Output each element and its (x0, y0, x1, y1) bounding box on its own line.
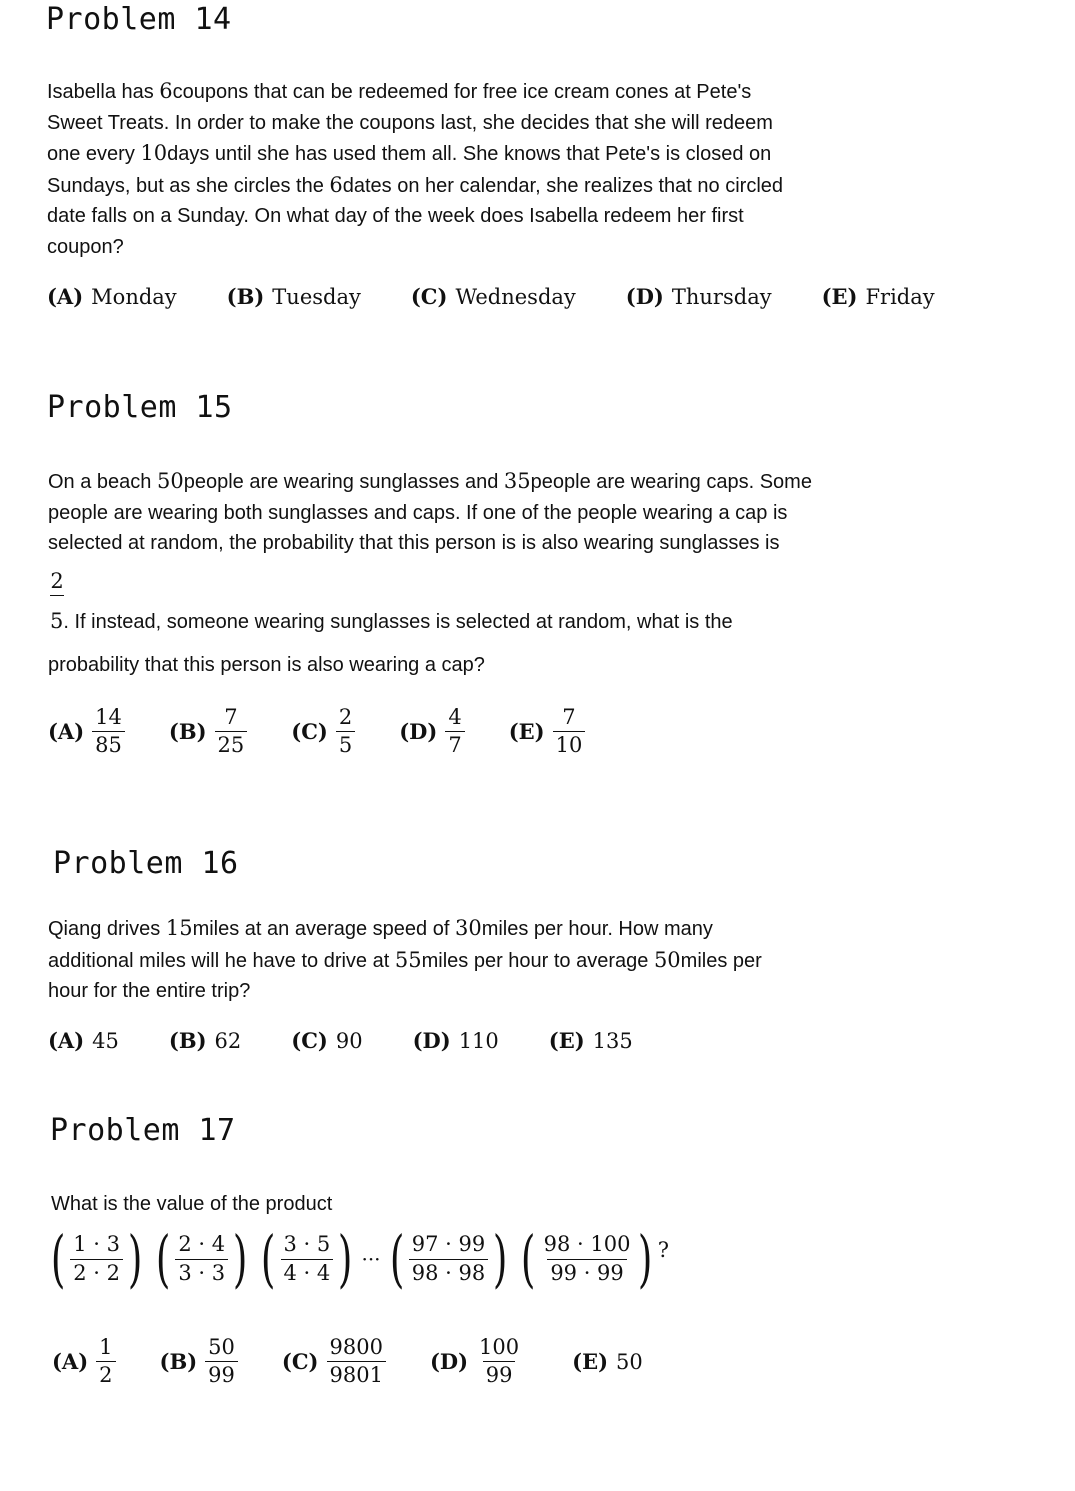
choice-e[interactable] (572, 1349, 643, 1374)
problem-15-text (48, 466, 928, 559)
fraction-numerator: 2 (338, 705, 353, 729)
fraction-denominator: 5 (50, 609, 64, 633)
choice-fraction (553, 706, 586, 757)
right-paren: ) (493, 1222, 508, 1295)
problem-14-line-1 (47, 76, 907, 108)
left-paren: ( (50, 1222, 66, 1295)
choice-label: (D) (399, 719, 438, 745)
problem-15-line-3: selected at random, the probability that this person is is also wearing sunglasses is (48, 532, 780, 554)
problem-15-line-4 (50, 606, 930, 638)
choice-a[interactable] (52, 1336, 116, 1387)
fraction-denominator: 25 (215, 731, 248, 757)
text-segment: Isabella has (47, 81, 160, 103)
choice-value: Tuesday (272, 285, 361, 309)
fraction-denominator: 5 (336, 731, 355, 757)
math-number: 6 (159, 79, 173, 103)
problem-17-choices (52, 1336, 643, 1387)
fraction-denominator: 99 (205, 1361, 238, 1387)
product-question-mark: ? (657, 1238, 669, 1262)
choice-fraction (336, 706, 355, 757)
choice-fraction (205, 1336, 238, 1387)
factor-fraction (541, 1233, 634, 1284)
choice-label: (C) (291, 1028, 328, 1053)
choice-value: 62 (214, 1029, 242, 1053)
fraction-numerator: 3 · 5 (283, 1232, 331, 1257)
math-number: 50 (156, 469, 184, 493)
left-paren: ( (521, 1222, 536, 1295)
text-segment: Qiang drives (48, 918, 166, 940)
fraction-bar (50, 595, 64, 596)
problem-14-line-5: date falls on a Sunday. On what day of the week does Isabella redeem her first (47, 205, 744, 227)
fraction-denominator: 99 (483, 1361, 516, 1387)
choice-b[interactable] (227, 284, 361, 309)
problem-15-line-1 (48, 466, 928, 498)
problem-15-inline-fraction (50, 570, 64, 596)
choice-e[interactable] (509, 706, 586, 757)
fraction-denominator: 7 (445, 731, 464, 757)
choice-label: (C) (410, 284, 448, 309)
math-number: 15 (165, 916, 193, 940)
choice-label: (B) (226, 284, 265, 309)
problem-16-title: Problem 16 (53, 846, 239, 881)
text-segment: people are wearing caps. Some (530, 471, 812, 493)
choice-a[interactable] (48, 706, 125, 757)
problem-17-product (46, 1222, 669, 1295)
choice-d[interactable] (413, 1028, 499, 1053)
problem-16-text (48, 913, 928, 1007)
choice-value: 135 (592, 1029, 633, 1053)
choice-c[interactable] (291, 1028, 362, 1053)
text-segment: . If instead, someone wearing sunglasses is selected at random, what is the (63, 611, 733, 633)
choice-fraction (445, 706, 464, 757)
fraction-numerator: 14 (95, 705, 122, 729)
text-segment: days until she has used them all. She knows that Pete's is closed on (167, 143, 772, 165)
choice-fraction (476, 1336, 522, 1387)
text-segment: additional miles will he have to drive at (48, 949, 395, 972)
problem-14-choices (47, 284, 935, 309)
math-number: 50 (653, 947, 681, 972)
right-paren: ) (338, 1222, 353, 1295)
choice-value: 50 (616, 1350, 643, 1375)
choice-label: (E) (572, 1349, 609, 1375)
choice-a[interactable] (47, 284, 177, 309)
fraction-numerator: 100 (479, 1335, 520, 1359)
left-paren: ( (261, 1222, 276, 1295)
product-ellipsis: ··· (361, 1247, 381, 1271)
factor-fraction (175, 1233, 228, 1284)
choice-d[interactable] (626, 284, 772, 309)
fraction-denominator: 2 (96, 1361, 115, 1387)
math-number: 10 (140, 141, 168, 165)
problem-16-line-3: hour for the entire trip? (48, 980, 251, 1002)
text-segment: coupons that can be redeemed for free ice cream cones at Pete's (172, 81, 752, 103)
product-factor (151, 1222, 252, 1295)
choice-value: 45 (92, 1029, 119, 1053)
text-segment: miles per hour to average (421, 949, 654, 972)
fraction-denominator: 9801 (327, 1361, 386, 1387)
choice-label: (D) (412, 1028, 451, 1053)
factor-fraction (409, 1233, 488, 1284)
choice-b[interactable] (169, 706, 247, 757)
fraction-numerator: 97 · 99 (411, 1232, 486, 1257)
choice-value: Friday (865, 285, 935, 309)
choice-fraction (215, 706, 248, 757)
choice-label: (B) (168, 1028, 207, 1053)
choice-label: (E) (821, 284, 858, 309)
problem-14-line-3 (47, 138, 907, 170)
fraction-numerator: 98 · 100 (543, 1232, 631, 1257)
text-segment: people are wearing sunglasses and (183, 471, 504, 493)
choice-a[interactable] (48, 1028, 119, 1053)
fraction-numerator: 7 (224, 705, 238, 729)
choice-e[interactable] (549, 1028, 633, 1053)
fraction-numerator: 50 (208, 1335, 235, 1359)
right-paren: ) (127, 1222, 143, 1295)
fraction-numerator: 4 (448, 705, 462, 729)
problem-16-line-2 (48, 945, 928, 977)
choice-d[interactable] (399, 706, 464, 757)
left-paren: ( (155, 1222, 171, 1295)
math-number: 6 (329, 172, 343, 197)
text-segment: miles at an average speed of (192, 918, 455, 940)
text-segment: miles per (680, 949, 762, 972)
problem-14-line-6: coupon? (47, 235, 124, 258)
problem-15-title: Problem 15 (47, 390, 233, 425)
choice-e[interactable] (822, 284, 935, 309)
product-factor (256, 1222, 357, 1295)
choice-c[interactable] (291, 706, 355, 757)
problem-15-line-2: people are wearing both sunglasses and caps. If one of the people wearing a cap is (48, 501, 788, 524)
right-paren: ) (232, 1222, 248, 1295)
text-segment: one every (47, 143, 141, 165)
choice-label: (D) (429, 1349, 469, 1375)
fraction-denominator: 3 · 3 (175, 1259, 228, 1285)
fraction-denominator: 10 (553, 731, 586, 757)
problem-14-line-2: Sweet Treats. In order to make the coupons last, she decides that she will redeem (47, 111, 773, 134)
factor-fraction (281, 1233, 334, 1284)
problem-14-title: Problem 14 (46, 2, 232, 37)
fraction-numerator: 7 (562, 705, 576, 729)
choice-label: (C) (291, 719, 328, 745)
choice-c[interactable] (282, 1336, 386, 1387)
choice-fraction (92, 706, 125, 757)
choice-label: (B) (168, 719, 207, 745)
fraction-numerator: 1 · 3 (73, 1232, 120, 1257)
product-factor (516, 1222, 657, 1295)
choice-label: (D) (625, 284, 664, 309)
left-paren: ( (389, 1222, 404, 1295)
choice-label: (E) (508, 719, 545, 745)
choice-label: (A) (52, 1349, 89, 1375)
fraction-denominator: 85 (92, 731, 125, 757)
math-number: 55 (394, 947, 422, 972)
choice-b[interactable] (169, 1028, 241, 1053)
problem-17-title: Problem 17 (50, 1113, 236, 1148)
fraction-denominator: 98 · 98 (409, 1259, 488, 1285)
text-segment: dates on her calendar, she realizes that no circled (342, 174, 784, 197)
choice-label: (A) (48, 1028, 85, 1053)
fraction-denominator: 2 · 2 (70, 1259, 123, 1285)
choice-value: Wednesday (455, 285, 576, 309)
problem-15-choices (48, 706, 585, 757)
choice-label: (C) (281, 1349, 319, 1375)
math-number: 35 (503, 469, 531, 493)
product-factor (46, 1222, 147, 1295)
math-number: 30 (454, 916, 482, 940)
choice-value: 90 (335, 1029, 363, 1053)
choice-b[interactable] (160, 1336, 238, 1387)
problem-14-line-4 (47, 170, 907, 202)
choice-d[interactable] (430, 1336, 522, 1387)
choice-fraction (327, 1336, 386, 1387)
problem-15-line-5: probability that this person is also wearing a cap? (48, 654, 485, 676)
text-segment: Sundays, but as she circles the (47, 174, 330, 197)
fraction-numerator: 2 · 4 (178, 1232, 226, 1257)
text-segment: miles per hour. How many (481, 918, 713, 940)
fraction-numerator: 9800 (329, 1335, 383, 1359)
fraction-numerator: 1 (99, 1335, 113, 1359)
choice-fraction (96, 1336, 115, 1387)
factor-fraction (70, 1233, 123, 1284)
choice-label: (A) (48, 719, 85, 745)
fraction-numerator: 2 (50, 569, 64, 593)
choice-label: (E) (548, 1028, 585, 1053)
choice-c[interactable] (411, 284, 576, 309)
fraction-denominator: 99 · 99 (547, 1259, 626, 1285)
problem-17-text: What is the value of the product (51, 1193, 333, 1215)
problem-14-text (47, 76, 907, 262)
choice-label: (B) (159, 1349, 198, 1375)
text-segment: On a beach (48, 471, 157, 493)
product-factor (385, 1222, 513, 1295)
choice-label: (A) (47, 284, 84, 309)
right-paren: ) (638, 1222, 653, 1295)
fraction-denominator: 4 · 4 (281, 1259, 334, 1285)
problem-16-line-1 (48, 913, 928, 945)
problem-16-choices (48, 1028, 633, 1053)
choice-value: Monday (91, 285, 177, 309)
choice-value: 110 (458, 1029, 499, 1053)
choice-value: Thursday (671, 285, 772, 309)
